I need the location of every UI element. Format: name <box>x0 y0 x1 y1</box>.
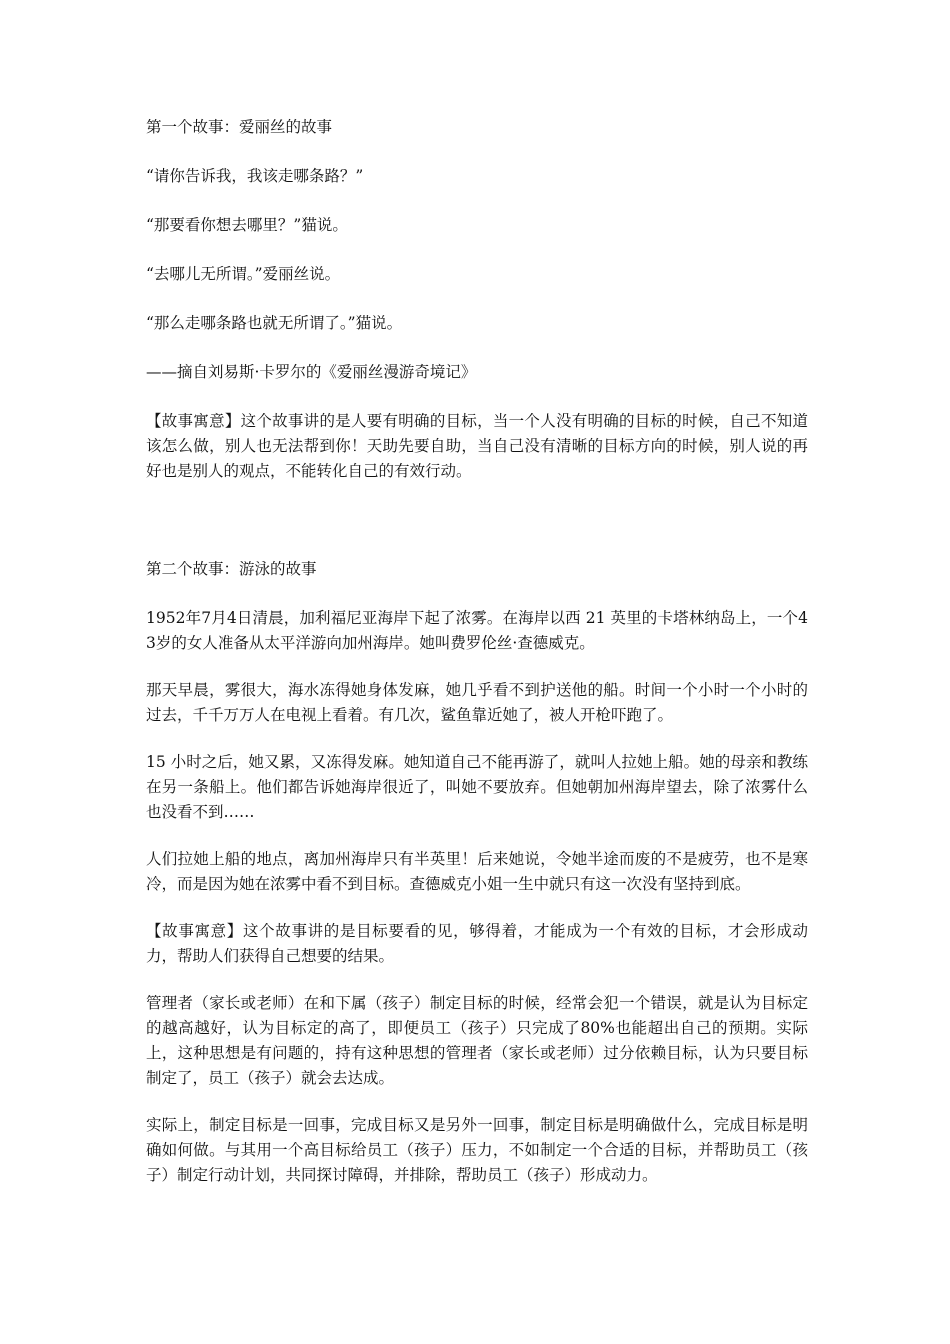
story1-dialogue-1: “请你告诉我，我该走哪条路？” <box>146 167 364 185</box>
story2-paragraph-2: 那天早晨，雾很大，海水冻得她身体发麻，她几乎看不到护送他的船。时间一个小时一个小时的过去，千千万万人在电视上看着。有几次，鲨鱼靠近她了，被人开枪吓跑了。 <box>146 681 808 724</box>
story1-dialogue-4: “那么走哪条路也就无所谓了。”猫说。 <box>146 314 403 332</box>
story2-paragraph-3: 15 小时之后，她又累，又冻得发麻。她知道自己不能再游了，就叫人拉她上船。她的母亲和教练在另一条船上。他们都告诉她海岸很近了，叫她不要放弃。但她朝加州海岸望去，除了浓雾什么也没看不到…… <box>146 753 808 821</box>
story1-source: ——摘自刘易斯·卡罗尔的《爱丽丝漫游奇境记》 <box>146 363 477 381</box>
story2-paragraph-5: 管理者（家长或老师）在和下属（孩子）制定目标的时候，经常会犯一个错误，就是认为目标定的越高越好，认为目标定的高了，即便员工（孩子）只完成了80%也能超出自己的预期。实际上，这种思想是有问题的，持有这种思想的管理者（家长或老师）过分依赖目标，认为只要目标制定了，员工（孩子）就会去达成。 <box>146 994 808 1087</box>
document-page <box>146 115 808 1188</box>
story1-title: 第一个故事：爱丽丝的故事 <box>146 118 333 136</box>
story2-title: 第二个故事：游泳的故事 <box>146 560 317 578</box>
story1-moral: 【故事寓意】这个故事讲的是人要有明确的目标，当一个人没有明确的目标的时候，自己不知道该怎么做，别人也无法帮到你！天助先要自助，当自己没有清晰的目标方向的时候，别人说的再好也是别人的观点，不能转化自己的有效行动。 <box>146 412 808 480</box>
story2-paragraph-4: 人们拉她上船的地点，离加州海岸只有半英里！后来她说，令她半途而废的不是疲劳，也不是寒冷，而是因为她在浓雾中看不到目标。查德威克小姐一生中就只有这一次没有坚持到底。 <box>146 850 808 893</box>
story1-dialogue-3: “去哪儿无所谓。”爱丽丝说。 <box>146 265 341 283</box>
story2-paragraph-1: 1952年7月4日清晨，加利福尼亚海岸下起了浓雾。在海岸以西 21 英里的卡塔林纳岛上，一个43岁的女人准备从太平洋游向加州海岸。她叫费罗伦丝·查德威克。 <box>146 609 808 652</box>
story1-dialogue-2: “那要看你想去哪里？”猫说。 <box>146 216 348 234</box>
story2-paragraph-6: 实际上，制定目标是一回事，完成目标又是另外一回事，制定目标是明确做什么，完成目标是明确如何做。与其用一个高目标给员工（孩子）压力，不如制定一个合适的目标，并帮助员工（孩子）制定行动计划，共同探讨障碍，并排除，帮助员工（孩子）形成动力。 <box>146 1116 808 1184</box>
story2-moral: 【故事寓意】这个故事讲的是目标要看的见，够得着，才能成为一个有效的目标，才会形成动力，帮助人们获得自己想要的结果。 <box>146 922 808 965</box>
